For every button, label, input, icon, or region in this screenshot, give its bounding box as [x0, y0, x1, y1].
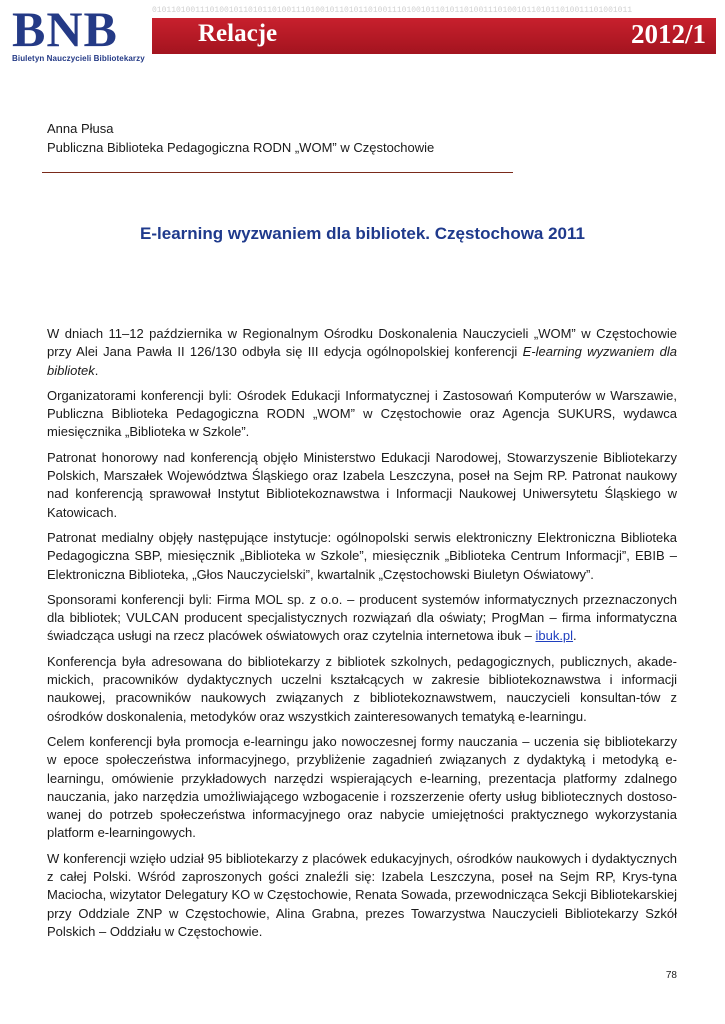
author-affiliation: Publiczna Biblioteka Pedagogiczna RODN „WOM” w Częstochowie	[47, 140, 435, 155]
section-banner	[152, 18, 716, 54]
article-title: E-learning wyzwaniem dla bibliotek. Częstochowa 2011	[140, 224, 585, 243]
paragraph: Patronat honorowy nad konferencją objęło Ministerstwo Edukacji Narodowej, Stowarzyszenie Bibliotekarzy Polskich, Marszałek Województwa Śląskiego oraz Izabela Leszczyna, poseł na Sejm RP. Patronat naukowy nad konferencją sprawował Instytut Bibliotekoznawstwa i Informacji Naukowej Uniwersytetu Śląskiego w Katowicach.	[47, 449, 677, 520]
author-name: Anna Płusa	[47, 121, 114, 136]
logo-subtitle: Biuletyn Nauczycieli Bibliotekarzy	[12, 54, 145, 63]
issue-number: 2012/1	[630, 19, 706, 49]
article-body	[47, 325, 677, 948]
paragraph: Sponsorami konferencji byli: Firma MOL sp. z o.o. – producent systemów informatycznych przeznaczonych dla bibliotek; VULCAN producent specjalistycznych rozwiązań dla oświaty; ProgMan – firma informatyczna świadcząca usługi na rzecz placówek oświatowych oraz czytelnia internetowa ibuk – ibuk.pl.	[47, 591, 677, 644]
binary-pattern: 0101101001110100101101011010011101001011010110100111010010110101101001110100101101011010011101001011	[152, 6, 633, 15]
paragraph: W konferencji wzięło udział 95 bibliotekarzy z placówek edukacyjnych, ośrodków naukowych i dydaktycznych z całej Polski. Wśród zaproszonych gości znaleźli się: Izabela Leszczyna, poseł na Sejm RP, Krys-tyna Maciocha, wizytator Delegatury KO w Częstochowie, Renata Sowada, przewodnicząca Sekcji Bibliotekarskiej przy Oddziale ZNP w Częstochowie, Alina Grabna, prezes Towarzystwa Nauczycieli Bibliotekarzy Szkół Polskich – Oddziału w Częstochowie.	[47, 850, 677, 939]
logo-letters: BNB	[12, 1, 118, 57]
divider	[42, 172, 513, 173]
section-title: Relacje	[198, 20, 278, 47]
page-number: 78	[665, 970, 677, 981]
paragraph: Celem konferencji była promocja e-learningu jako nowoczesnej formy nauczania – uczenia się bibliotekarzy w epoce społeczeństwa informacyjnego, przybliżenie zagadnień związanych z dydaktyką i metodyką e-learningu, omówienie przykładowych narzędzi wspierających e-learning, prezentacja platformy zdalnego nauczania, jako narzędzia umożliwiającego wzbogacenie i rozszerzenie oferty usług bibliotecznych dostoso-wanej do potrzeb społeczeństwa informacyjnego oraz nabycie umiejętności praktycznego wykorzystania platform e-learningowych.	[47, 733, 677, 841]
author-block	[47, 119, 434, 157]
paragraph: Patronat medialny objęły następujące instytucje: ogólnopolski serwis elektroniczny Elektroniczna Biblioteka Pedagogiczna SBP, miesięcznik „Biblioteka w Szkole”, miesięcznik „Biblioteka Centrum Informacji”, EBIB – Elektroniczna Biblioteka, „Głos Nauczycielski”, kwartalnik „Częstochowski Biuletyn Oświatowy”.	[47, 529, 677, 582]
paragraph: Konferencja była adresowana do bibliotekarzy z bibliotek szkolnych, pedagogicznych, publicznych, akade-mickich, pracowników dydaktycznych uczelni kształcących w zakresie bibliotekoznawstwa i informacji naukowej, pracowników naukowych związanych z bibliotekoznawstwem, nauczycieli konsultan-tów z ośrodków doskonalenia, metodyków oraz wszystkich zainteresowanych tematyką e-learningu.	[47, 653, 677, 724]
paragraph: W dniach 11–12 października w Regionalnym Ośrodku Doskonalenia Nauczycieli „WOM” w Częstochowie przy Alei Jana Pawła II 126/130 odbyła się III edycja ogólnopolskiej konferencji E-learning wyzwaniem dla bibliotek.	[47, 326, 677, 378]
paragraph: Organizatorami konferencji byli: Ośrodek Edukacji Informatycznej i Zastosowań Komputerów w Warszawie, Publiczna Biblioteka Pedagogiczna RODN „WOM” w Częstochowie oraz Agencja SUKURS, wydawca miesięcznika „Biblioteka w Szkole”.	[47, 387, 677, 440]
conference-name: E-learning wyzwaniem dla bibliotek	[47, 344, 677, 378]
bnb-logo	[10, 1, 148, 68]
journal-header	[10, 1, 716, 68]
ibuk-link[interactable]: ibuk.pl	[535, 628, 574, 644]
